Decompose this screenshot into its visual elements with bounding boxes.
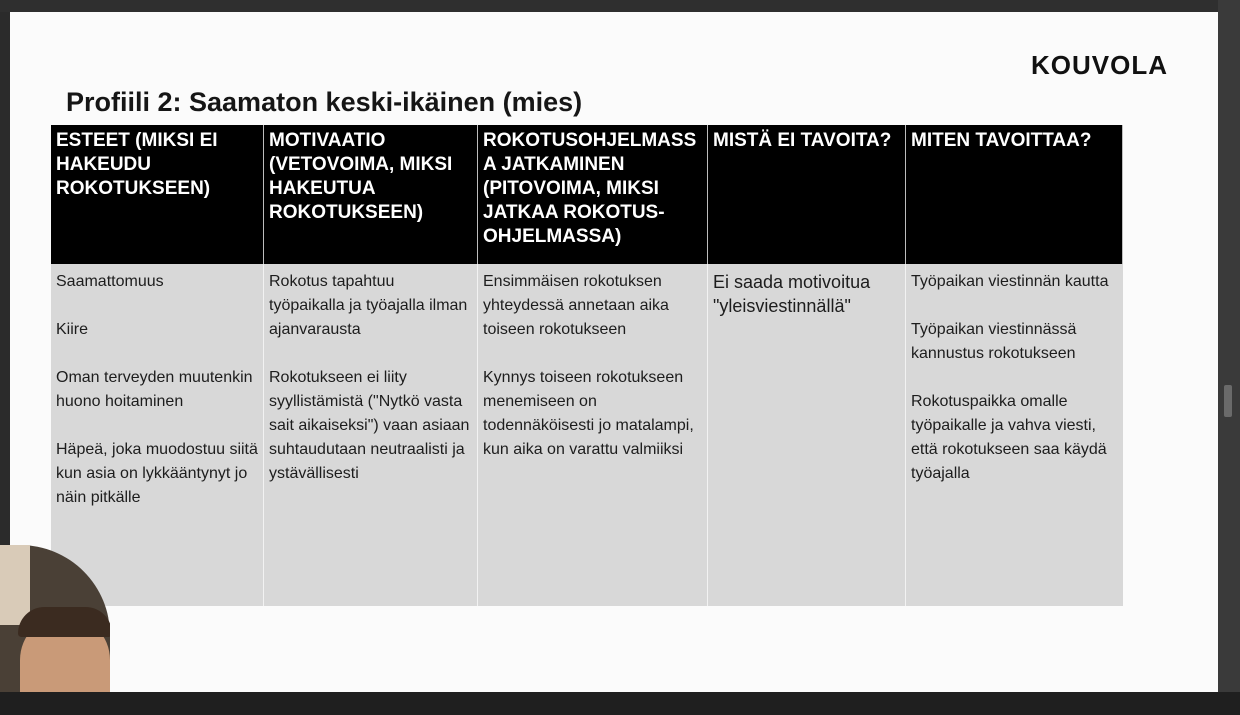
participant-hair: [18, 607, 110, 637]
cell-paragraph: Kynnys toiseen rokotukseen menemiseen on todennäköisesti jo matalampi, kun aika on varattu valmiiksi: [483, 369, 694, 458]
webcam-thumbnail[interactable]: [0, 545, 110, 715]
cell-paragraph: Rokotuspaikka omalle työpaikalle ja vahva viesti, että rokotukseen saa käydä työajalla: [911, 393, 1107, 482]
cell-motivaatio: [264, 264, 478, 606]
cell-paragraph: Ensimmäisen rokotuksen yhteydessä annetaan aika toiseen rokotukseen: [483, 273, 669, 338]
cell-rokotusohjelmassa-jatkaminen: [478, 264, 708, 606]
cell-paragraph: Työpaikan viestinnässä kannustus rokotukseen: [911, 321, 1077, 362]
header-motivaatio: MOTIVAATIO (VETOVOIMA, MIKSI HAKEUTUA ROKOTUKSEEN): [264, 125, 478, 264]
cell-miten-tavoittaa: [906, 264, 1123, 606]
cell-paragraph: Työpaikan viestinnän kautta: [911, 273, 1109, 290]
header-mista-ei-tavoita: MISTÄ EI TAVOITA?: [708, 125, 906, 264]
cell-paragraph: Oman terveyden muutenkin huono hoitaminen: [56, 369, 253, 410]
header-esteet: ESTEET (MIKSI EI HAKEUDU ROKOTUKSEEN): [51, 125, 264, 264]
cell-paragraph: Rokotukseen ei liity syyllistämistä ("Nytkö vasta sait aikaiseksi") vaan asiaan suhtaudutaan neutraalisti ja ystävällisesti: [269, 369, 470, 482]
window-top-bar: [0, 0, 1240, 12]
window-scrollbar-track[interactable]: [1218, 0, 1240, 715]
window-bottom-bar: [0, 692, 1240, 715]
profile-table: [51, 125, 1123, 606]
cell-paragraph: Rokotus tapahtuu työpaikalla ja työajalla ilman ajanvarausta: [269, 273, 468, 338]
cell-paragraph: Häpeä, joka muodostuu siitä kun asia on lykkääntynyt jo näin pitkälle: [56, 441, 258, 506]
cell-mista-ei-tavoita: [708, 264, 906, 606]
kouvola-logo: KOUVOLA: [1031, 50, 1168, 80]
webcam-wall: [0, 545, 30, 625]
header-rokotusohjelmassa-jatkaminen: ROKOTUSOHJELMASSA JATKAMINEN (PITOVOIMA, MIKSI JATKAA ROKOTUS-OHJELMASSA): [478, 125, 708, 264]
cell-paragraph: Saamattomuus: [56, 273, 164, 290]
header-miten-tavoittaa: MITEN TAVOITTAA?: [906, 125, 1123, 264]
slide-title: Profiili 2: Saamaton keski-ikäinen (mies): [66, 87, 583, 117]
scrollbar-thumb[interactable]: [1224, 385, 1232, 417]
cell-paragraph: Ei saada motivoitua "yleisviestinnällä": [713, 272, 871, 316]
cell-paragraph: Kiire: [56, 321, 89, 338]
